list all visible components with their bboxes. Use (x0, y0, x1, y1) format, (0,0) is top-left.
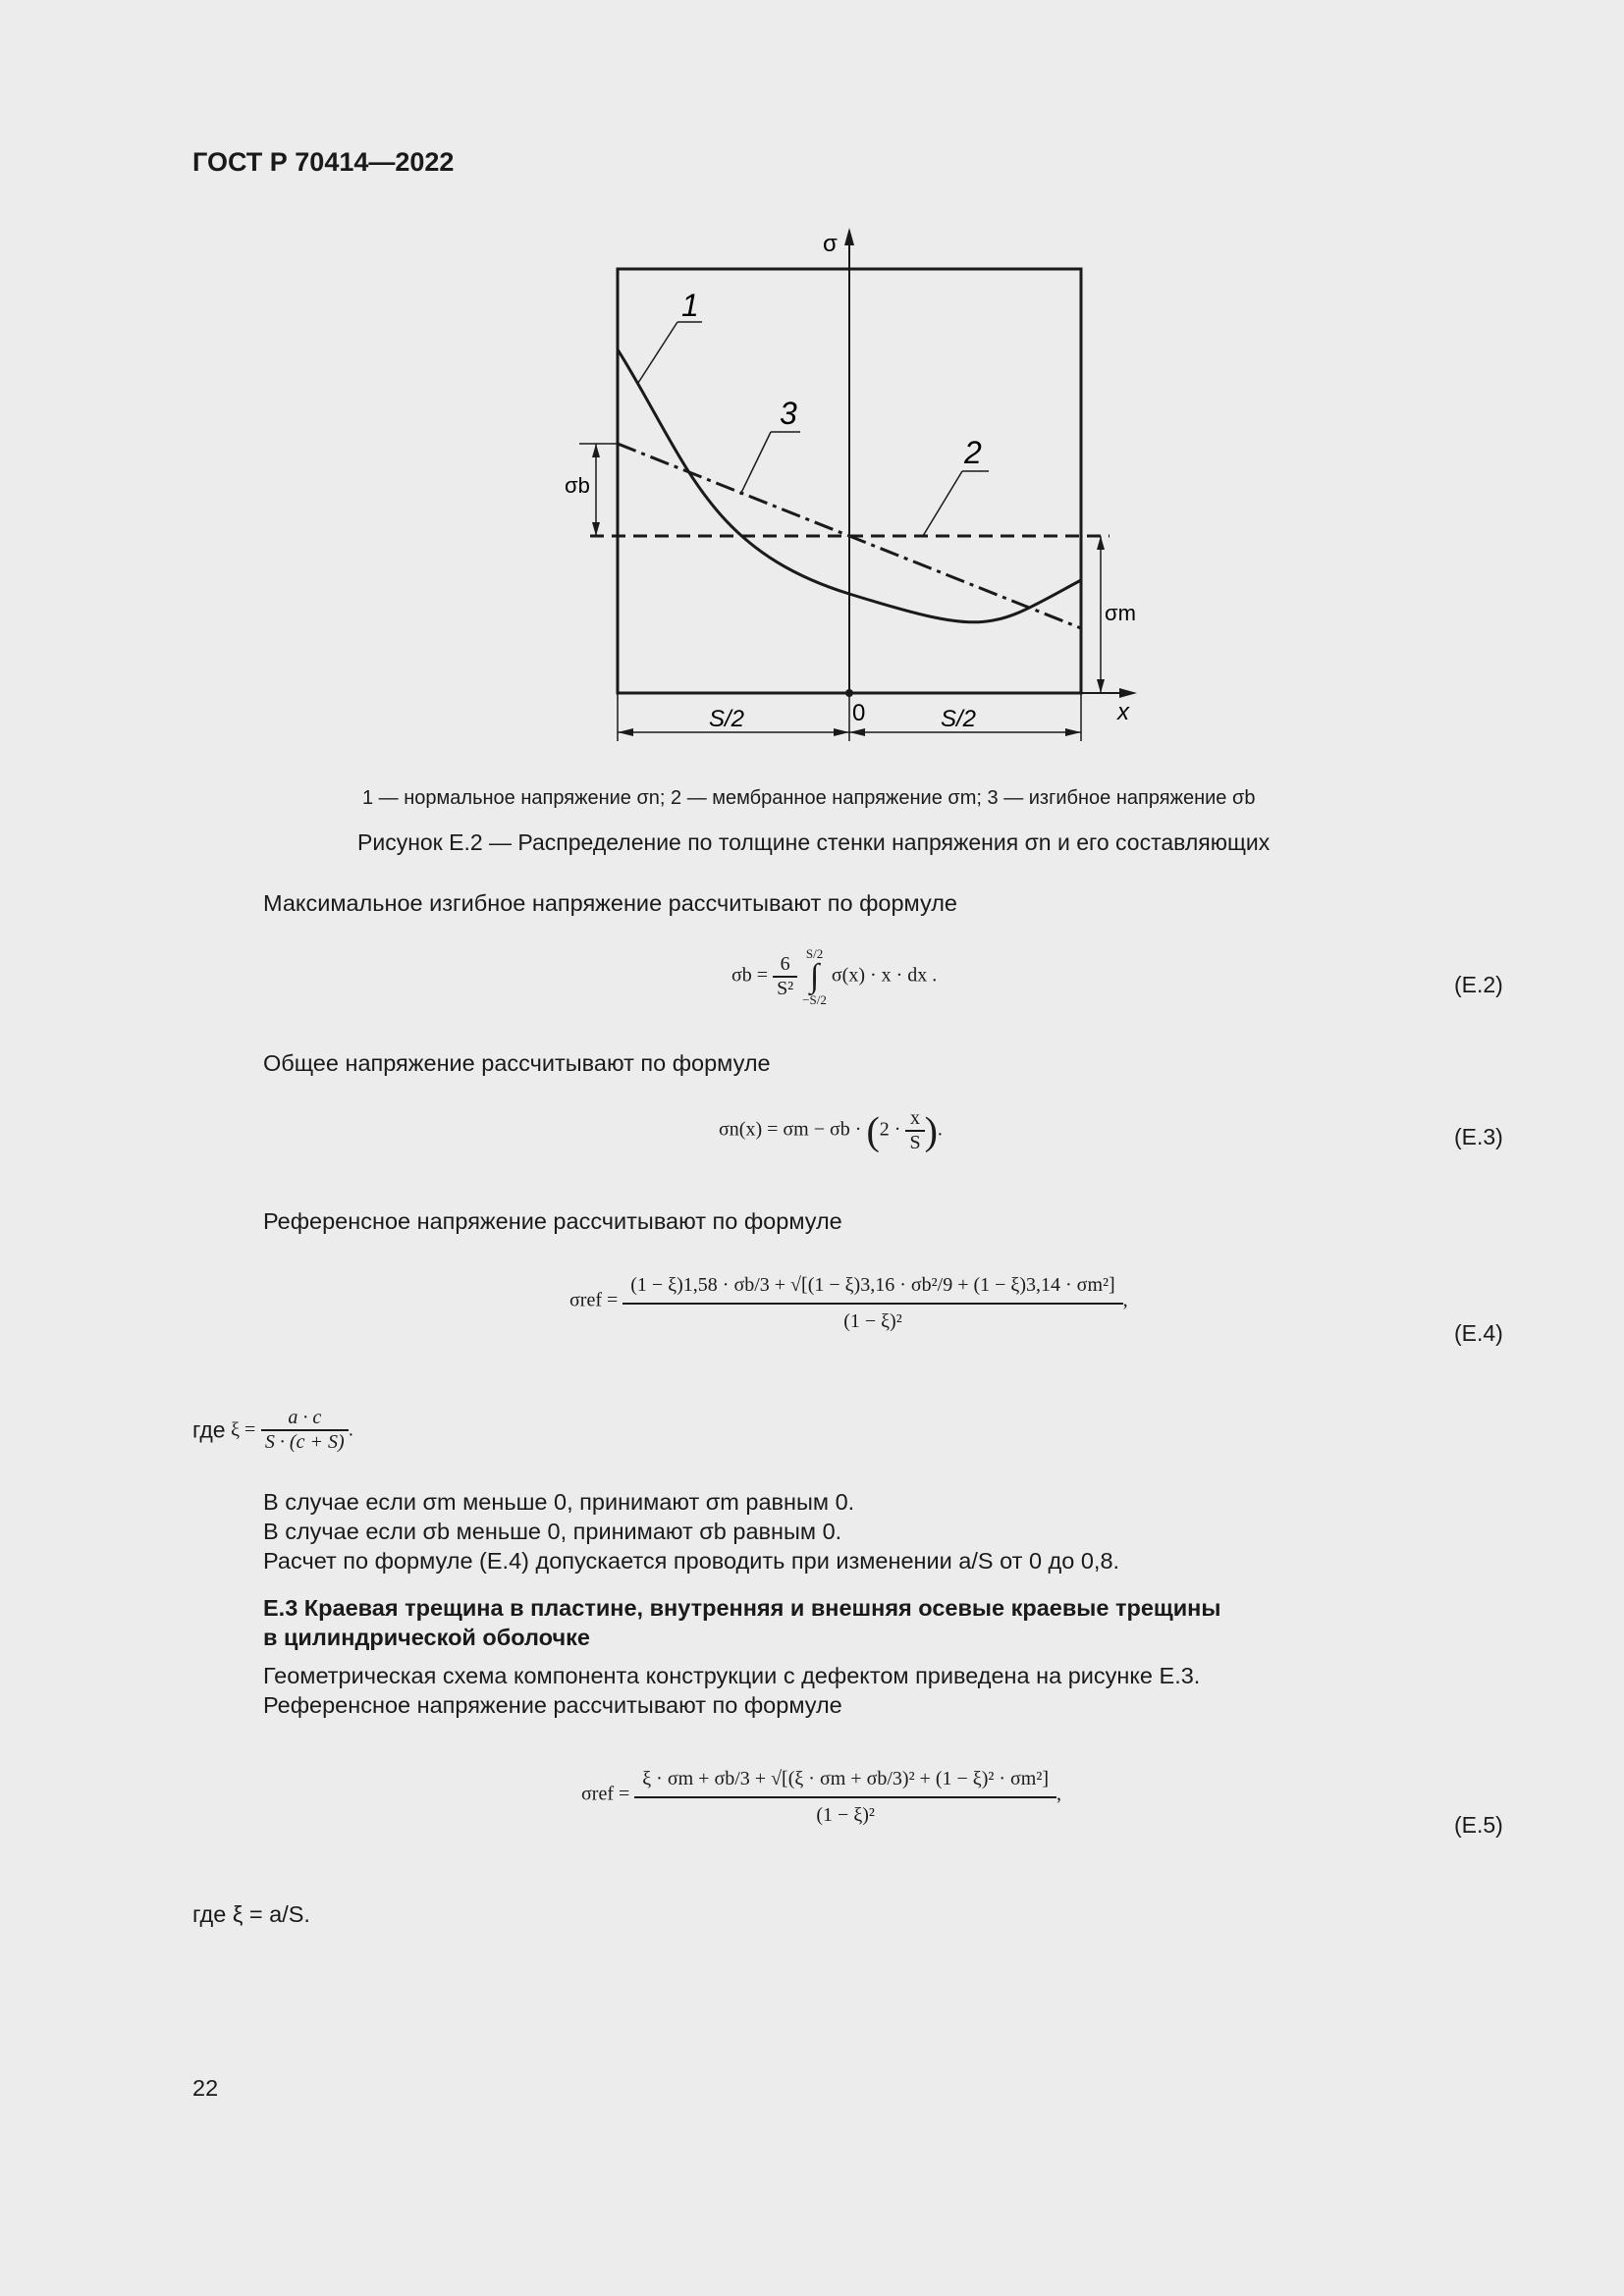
paragraph-reference-stress-2: Референсное напряжение рассчитывают по формуле (263, 1692, 842, 1718)
e3-denominator: S (909, 1132, 921, 1153)
equation-e3: σn(x) = σm − σb · (2 · $\frac{x}{S}$ ). (719, 1107, 943, 1153)
note-sigma-m: В случае если σm меньше 0, принимают σm равным 0. (263, 1489, 855, 1515)
left-half-label: S/2 (709, 706, 745, 732)
e2-lhs: σb = (731, 964, 769, 987)
xi-tail: . (348, 1418, 354, 1441)
paragraph-geometry: Геометрическая схема компонента конструкции с дефектом приведена на рисунке Е.3. (263, 1663, 1201, 1688)
e4-numerator: (1 − ξ)1,58 · σb/3 + √[(1 − ξ)3,16 · σb²/9 + (1 − ξ)3,14 · σm²] (623, 1268, 1122, 1305)
e3-tail: . (937, 1118, 943, 1141)
e4-lhs: σref = (569, 1289, 619, 1311)
x-axis-arrow (1119, 688, 1137, 698)
e2-denominator: S² (777, 978, 794, 999)
equation-e4-number: (Е.4) (1454, 1320, 1503, 1346)
figure-legend: 1 — нормальное напряжение σn; 2 — мембранное напряжение σm; 3 — изгибное напряжение σb (362, 787, 1256, 809)
xi-definition-2: где ξ = a/S. (192, 1901, 310, 1927)
curve-3-label: 3 (780, 396, 797, 431)
xi-denominator: S · (c + S) (264, 1431, 345, 1453)
equation-e2 (731, 947, 937, 1006)
integral-icon: ∫ (809, 958, 820, 994)
e2-body: σ(x) · x · dx . (831, 964, 938, 987)
e5-denominator: (1 − ξ)² (816, 1804, 875, 1826)
origin-label: 0 (852, 700, 866, 726)
e3-paren: 2 · (879, 1118, 901, 1141)
equation-e2-number: (Е.2) (1454, 972, 1503, 997)
document-header: ГОСТ Р 70414—2022 (192, 147, 455, 177)
xi-definition (192, 1407, 353, 1454)
e5-numerator: ξ · σm + σb/3 + √[(ξ · σm + σb/3)² + (1 − ξ)² · σm²] (634, 1762, 1056, 1798)
curve-1-label: 1 (681, 288, 699, 323)
equation-e5 (581, 1762, 1061, 1827)
e3-numerator: x (905, 1107, 924, 1132)
e2-lower-limit: −S/2 (802, 992, 827, 1007)
e4-denominator: (1 − ξ)² (843, 1310, 902, 1332)
paragraph-bending-stress: Максимальное изгибное напряжение рассчитывают по формуле (263, 890, 957, 916)
sigma-axis-label: σ (823, 231, 838, 257)
xi-prefix: где (192, 1416, 226, 1443)
note-sigma-b: В случае если σb меньше 0, принимают σb равным 0. (263, 1519, 842, 1544)
right-half-label: S/2 (941, 706, 977, 732)
equation-e4 (569, 1268, 1128, 1333)
equation-e3-number: (Е.3) (1454, 1124, 1503, 1149)
page-number: 22 (192, 2075, 219, 2101)
equation-e5-number: (Е.5) (1454, 1812, 1503, 1838)
e2-numerator: 6 (773, 953, 797, 978)
x-axis-label: x (1117, 699, 1129, 725)
paragraph-reference-stress: Референсное напряжение рассчитывают по формуле (263, 1208, 842, 1234)
curve-2-label: 2 (964, 435, 982, 470)
xi-lhs: ξ = (231, 1418, 256, 1441)
stress-distribution-figure (550, 221, 1159, 746)
figure-caption: Рисунок Е.2 — Распределение по толщине стенки напряжения σn и его составляющих (357, 829, 1271, 855)
section-title-line2: в цилиндрической оболочке (263, 1625, 590, 1650)
sigma-b-label: σb (565, 473, 590, 498)
section-title-line1: Е.3 Краевая трещина в пластине, внутренняя и внешняя осевые краевые трещины (263, 1595, 1221, 1621)
sigma-axis-arrow (844, 228, 854, 245)
paragraph-total-stress: Общее напряжение рассчитывают по формуле (263, 1050, 771, 1076)
e5-lhs: σref = (581, 1783, 630, 1805)
e2-upper-limit: S/2 (805, 946, 824, 961)
note-range: Расчет по формуле (Е.4) допускается проводить при изменении a/S от 0 до 0,8. (263, 1548, 1120, 1574)
e5-tail: , (1056, 1783, 1062, 1805)
xi-numerator: a · c (261, 1407, 349, 1431)
sigma-m-label: σm (1105, 601, 1136, 625)
e4-tail: , (1122, 1289, 1128, 1311)
e3-lhs: σn(x) = σm − σb · (719, 1118, 862, 1141)
